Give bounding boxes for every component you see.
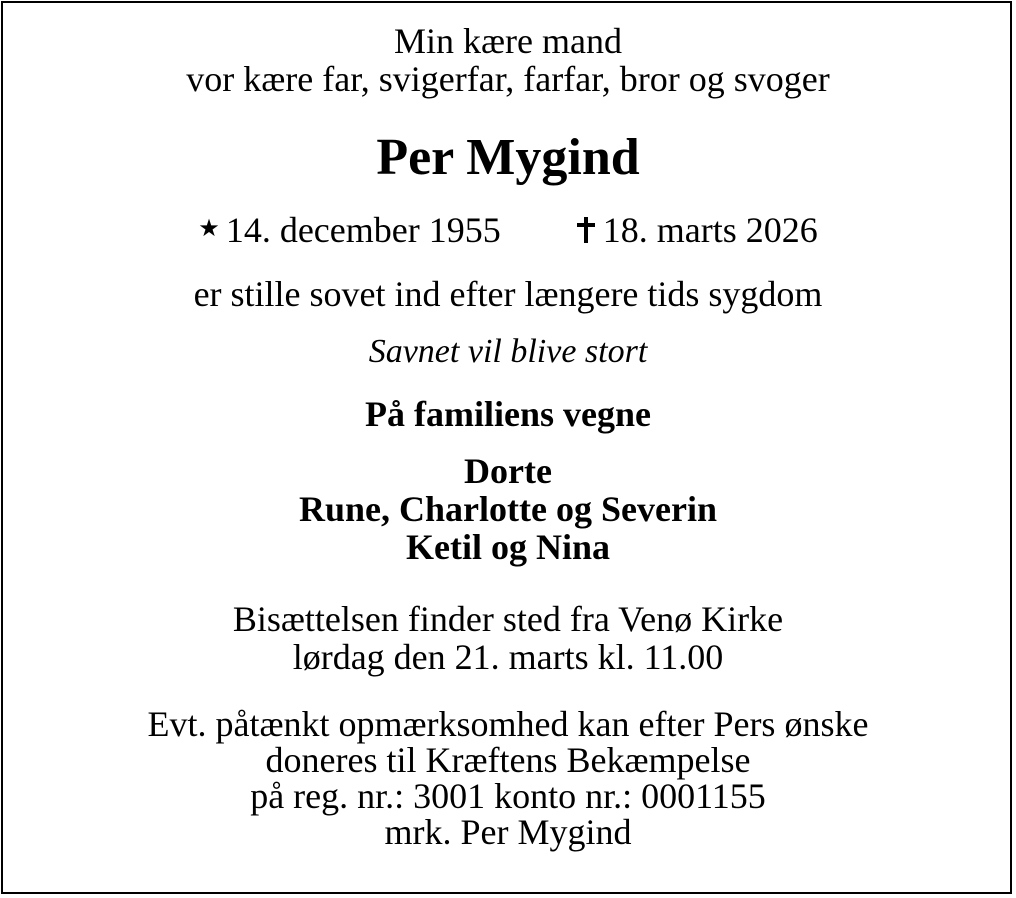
missed-text: Savnet vil blive stort	[368, 333, 648, 370]
donation-line-1: Evt. påtænkt opmærksomhed kan efter Pers ønske	[147, 704, 869, 744]
donation-line-4: mrk. Per Mygind	[384, 812, 632, 852]
donation-line-2: doneres til Kræftens Bekæmpelse	[265, 740, 751, 780]
intro-line-2: vor kære far, svigerfar, farfar, bror og svoger	[186, 59, 830, 99]
family-member: Ketil og Nina	[406, 527, 610, 567]
star-icon: ★	[198, 216, 220, 242]
deceased-name: Per Mygind	[376, 129, 640, 186]
family-list	[0, 452, 1016, 566]
death-date: 18. marts 2026	[602, 210, 818, 250]
status-text: er stille sovet ind efter længere tids sygdom	[193, 274, 823, 314]
funeral-line-2: lørdag den 21. marts kl. 11.00	[292, 637, 724, 677]
funeral-line-1: Bisættelsen finder sted fra Venø Kirke	[232, 599, 784, 639]
donation-line-3: på reg. nr.: 3001 konto nr.: 0001155	[250, 776, 766, 816]
behalf-heading: På familiens vegne	[365, 394, 651, 434]
family-member: Rune, Charlotte og Severin	[299, 489, 717, 529]
intro-text	[0, 22, 1016, 98]
birth-date: 14. december 1955	[225, 210, 501, 250]
life-dates	[0, 208, 1016, 257]
intro-line-1: Min kære mand	[394, 21, 622, 61]
cross-icon	[575, 217, 597, 243]
donation-info	[0, 706, 1016, 850]
funeral-info	[0, 600, 1016, 676]
family-member: Dorte	[464, 451, 552, 491]
